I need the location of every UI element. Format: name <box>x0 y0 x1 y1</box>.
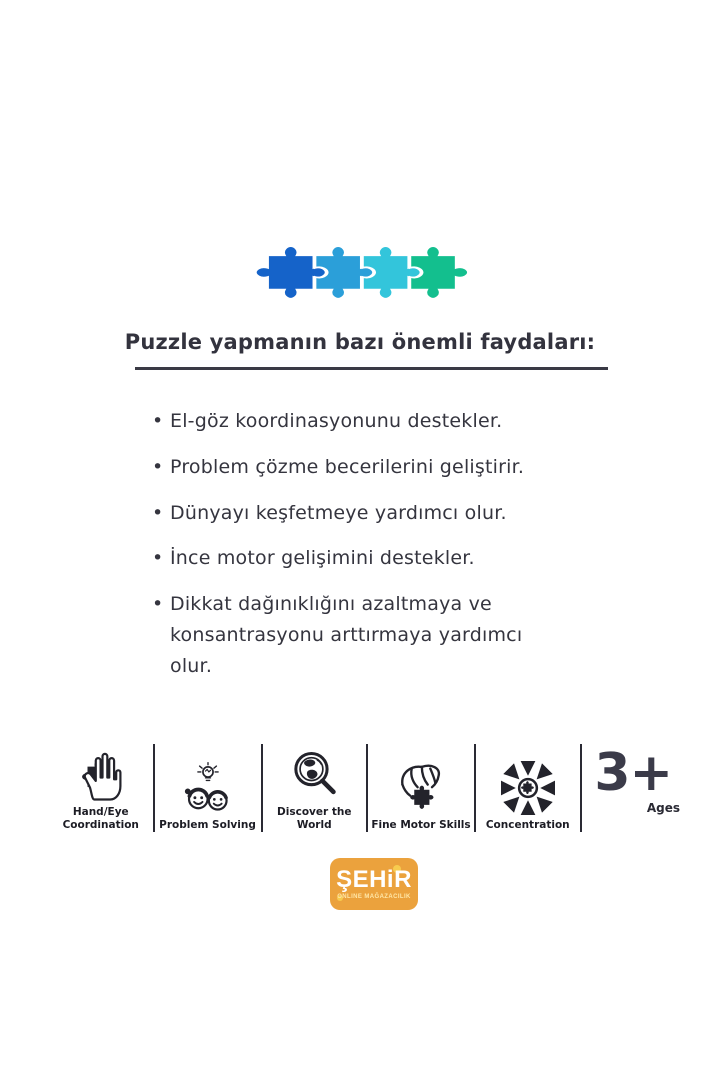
hand-puzzle-icon <box>394 757 448 815</box>
feature-label: Hand/Eye Coordination <box>62 806 139 832</box>
feature-separator <box>366 744 368 832</box>
feature-hand-eye-coordination <box>50 744 152 832</box>
age-recommendation <box>583 744 685 832</box>
features-row <box>50 744 684 832</box>
logo-tagline: ONLINE MAĞAZACILIK <box>337 894 411 900</box>
feature-separator <box>474 744 476 832</box>
page-title: Puzzle yapmanın bazı önemli faydaları: <box>124 330 596 354</box>
feature-discover-world <box>264 744 366 832</box>
benefit-item: • Problem çözme becerilerini geliştirir. <box>152 452 614 483</box>
benefit-item: • İnce motor gelişimini destekler. <box>152 543 614 574</box>
age-value: 3+ <box>594 743 673 803</box>
title-divider <box>135 367 608 370</box>
benefits-list <box>152 406 614 696</box>
puzzle-pieces-icon <box>254 245 482 309</box>
feature-concentration <box>477 744 579 832</box>
logo-name: ŞEHiR <box>336 866 412 893</box>
kids-lightbulb-icon <box>181 757 235 815</box>
feature-separator <box>261 744 263 832</box>
feature-problem-solving <box>156 744 260 832</box>
feature-label: Fine Motor Skills <box>371 819 471 832</box>
feature-fine-motor <box>369 744 473 832</box>
benefit-item: • Dikkat dağınıklığını azaltmaya ve konsantrasyonu arttırmaya yardımcı olur. <box>152 589 538 681</box>
globe-magnifier-icon <box>287 744 341 802</box>
benefit-item: • Dünyayı keşfetmeye yardımcı olur. <box>152 498 614 529</box>
feature-separator <box>153 744 155 832</box>
puzzle-pieces-graphic <box>254 245 482 309</box>
feature-label: Problem Solving <box>159 819 256 832</box>
seller-logo <box>330 858 418 910</box>
inward-arrows-icon <box>501 757 555 815</box>
puzzle-hand-icon <box>74 744 128 802</box>
feature-label: Discover the World <box>277 806 352 832</box>
benefit-item: • El-göz koordinasyonunu destekler. <box>152 406 614 437</box>
feature-separator <box>580 744 582 832</box>
puzzle-piece-blue <box>256 246 326 299</box>
feature-label: Concentration <box>485 819 570 832</box>
age-label: Ages <box>646 800 680 815</box>
